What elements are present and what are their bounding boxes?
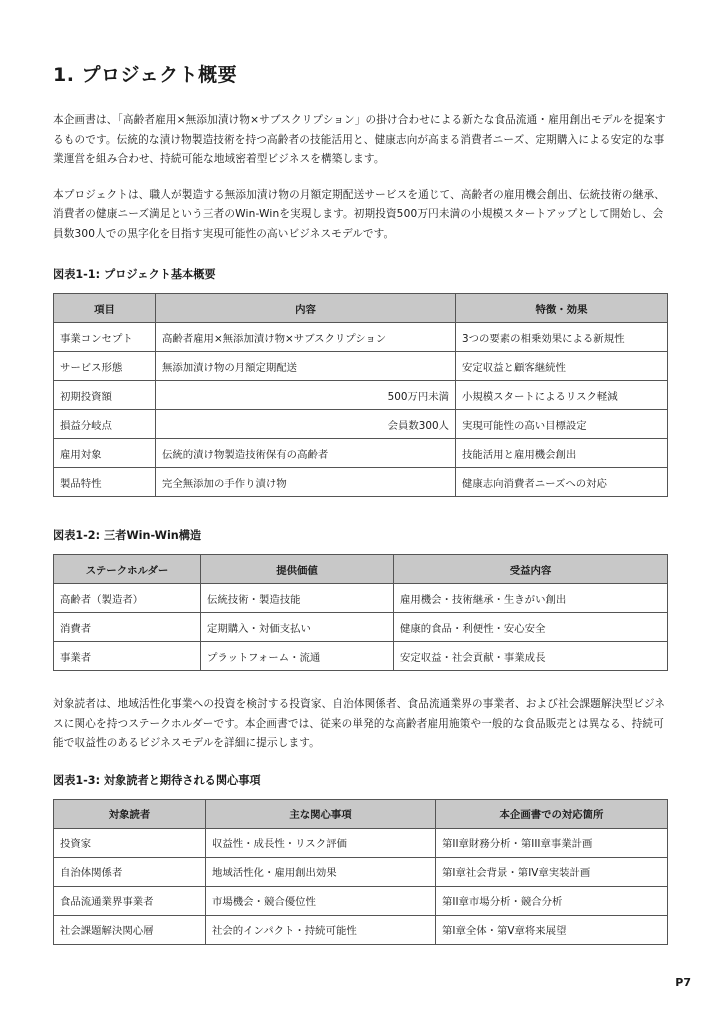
table-cell: 安定収益と顧客継続性: [456, 352, 668, 381]
table-cell: 定期購入・対価支払い: [201, 613, 394, 642]
column-header: 対象読者: [54, 799, 206, 828]
table-cell: 第II章財務分析・第III章事業計画: [436, 828, 668, 857]
table-cell: 第I章社会背景・第IV章実装計画: [436, 857, 668, 886]
table-cell: 健康志向消費者ニーズへの対応: [456, 468, 668, 497]
table-cell: プラットフォーム・流通: [201, 642, 394, 671]
table-cell: 第I章全体・第V章将来展望: [436, 915, 668, 944]
table-cell: 伝統的漬け物製造技術保有の高齢者: [156, 439, 456, 468]
page-number: P7: [675, 976, 691, 989]
column-header: ステークホルダー: [54, 555, 201, 584]
table-cell: 完全無添加の手作り漬け物: [156, 468, 456, 497]
table-cell: 伝統技術・製造技能: [201, 584, 394, 613]
intro-paragraph-2: 本プロジェクトは、職人が製造する無添加漬け物の月額定期配送サービスを通じて、高齢者の雇用機会創出、伝統技術の継承、消費者の健康ニーズ満足という三者のWin-Winを実現します。初期投資500万円未満の小規模スタートアップとして開始し、会員数300人での黒字化を目指す実現可能性の高いビジネスモデルです。: [53, 188, 665, 240]
table-header-row: [54, 294, 668, 323]
table-cell: 3つの要素の相乗効果による新規性: [456, 323, 668, 352]
table-row: [54, 915, 668, 944]
column-header: 提供価値: [201, 555, 394, 584]
table-row: [54, 857, 668, 886]
table-cell: 高齢者雇用×無添加漬け物×サブスクリプション: [156, 323, 456, 352]
target-reader-paragraph: 対象読者は、地域活性化事業への投資を検討する投資家、自治体関係者、食品流通業界の事業者、および社会課題解決型ビジネスに関心を持つステークホルダーです。本企画書では、従来の単発的な高齢者雇用施策や一般的な食品販売とは異なる、持続可能で収益性のあるビジネスモデルを詳細に提示します。: [53, 698, 666, 749]
table-cell: 事業コンセプト: [54, 323, 156, 352]
table-cell: 損益分岐点: [54, 410, 156, 439]
table-row: [54, 468, 668, 497]
table-cell: 技能活用と雇用機会創出: [456, 439, 668, 468]
table-cell: 社会的インパクト・持続可能性: [206, 915, 436, 944]
table-cell: 実現可能性の高い目標設定: [456, 410, 668, 439]
table-row: [54, 828, 668, 857]
column-header: 項目: [54, 294, 156, 323]
table-row: [54, 381, 668, 410]
table-cell: 第II章市場分析・競合分析: [436, 886, 668, 915]
table-cell: 投資家: [54, 828, 206, 857]
table-cell: 食品流通業界事業者: [54, 886, 206, 915]
table-cell: 高齢者（製造者）: [54, 584, 201, 613]
table-cell: 市場機会・競合優位性: [206, 886, 436, 915]
table-cell: 地域活性化・雇用創出効果: [206, 857, 436, 886]
column-header: 内容: [156, 294, 456, 323]
column-header: 本企画書での対応箇所: [436, 799, 668, 828]
intro-paragraph-1: 本企画書は、「高齢者雇用×無添加漬け物×サブスクリプション」の掛け合わせによる新たな食品流通・雇用創出モデルを提案するものです。伝統的な漬け物製造技術を持つ高齢者の技能活用と、健康志向が高まる消費者ニーズ、定期購入による安定的な事業運営を組み合わせ、持続可能な地域密着型ビジネスを構築します。: [53, 114, 666, 165]
table-row: [54, 352, 668, 381]
table-row: [54, 584, 668, 613]
table-cell: 雇用機会・技術継承・生きがい創出: [394, 584, 668, 613]
column-header: 主な関心事項: [206, 799, 436, 828]
table-row: [54, 410, 668, 439]
table3-caption: 図表1-3: 対象読者と期待される関心事項: [53, 773, 261, 787]
project-overview-table: [53, 293, 668, 497]
column-header: 特徴・効果: [456, 294, 668, 323]
table2-caption: 図表1-2: 三者Win-Win構造: [53, 529, 202, 542]
table-row: [54, 886, 668, 915]
section-title: 1. プロジェクト概要: [53, 64, 238, 86]
table-row: [54, 642, 668, 671]
table-cell: 会員数300人: [156, 410, 456, 439]
table1-caption: 図表1-1: プロジェクト基本概要: [53, 268, 216, 281]
target-reader-table: [53, 799, 668, 945]
table-cell: 無添加漬け物の月額定期配送: [156, 352, 456, 381]
table-cell: 消費者: [54, 613, 201, 642]
table-row: [54, 323, 668, 352]
table-cell: 500万円未満: [156, 381, 456, 410]
table-cell: 製品特性: [54, 468, 156, 497]
table-cell: 健康的食品・利便性・安心安全: [394, 613, 668, 642]
table-cell: 小規模スタートによるリスク軽減: [456, 381, 668, 410]
table-row: [54, 439, 668, 468]
table-cell: 自治体関係者: [54, 857, 206, 886]
column-header: 受益内容: [394, 555, 668, 584]
page-content: [53, 60, 671, 945]
table-cell: 雇用対象: [54, 439, 156, 468]
table-header-row: [54, 555, 668, 584]
table-row: [54, 613, 668, 642]
table-cell: 初期投資額: [54, 381, 156, 410]
table-header-row: [54, 799, 668, 828]
table-cell: 収益性・成長性・リスク評価: [206, 828, 436, 857]
stakeholder-win-win-table: [53, 554, 668, 671]
table-cell: 事業者: [54, 642, 201, 671]
table-cell: サービス形態: [54, 352, 156, 381]
table-cell: 安定収益・社会貢献・事業成長: [394, 642, 668, 671]
table-cell: 社会課題解決関心層: [54, 915, 206, 944]
